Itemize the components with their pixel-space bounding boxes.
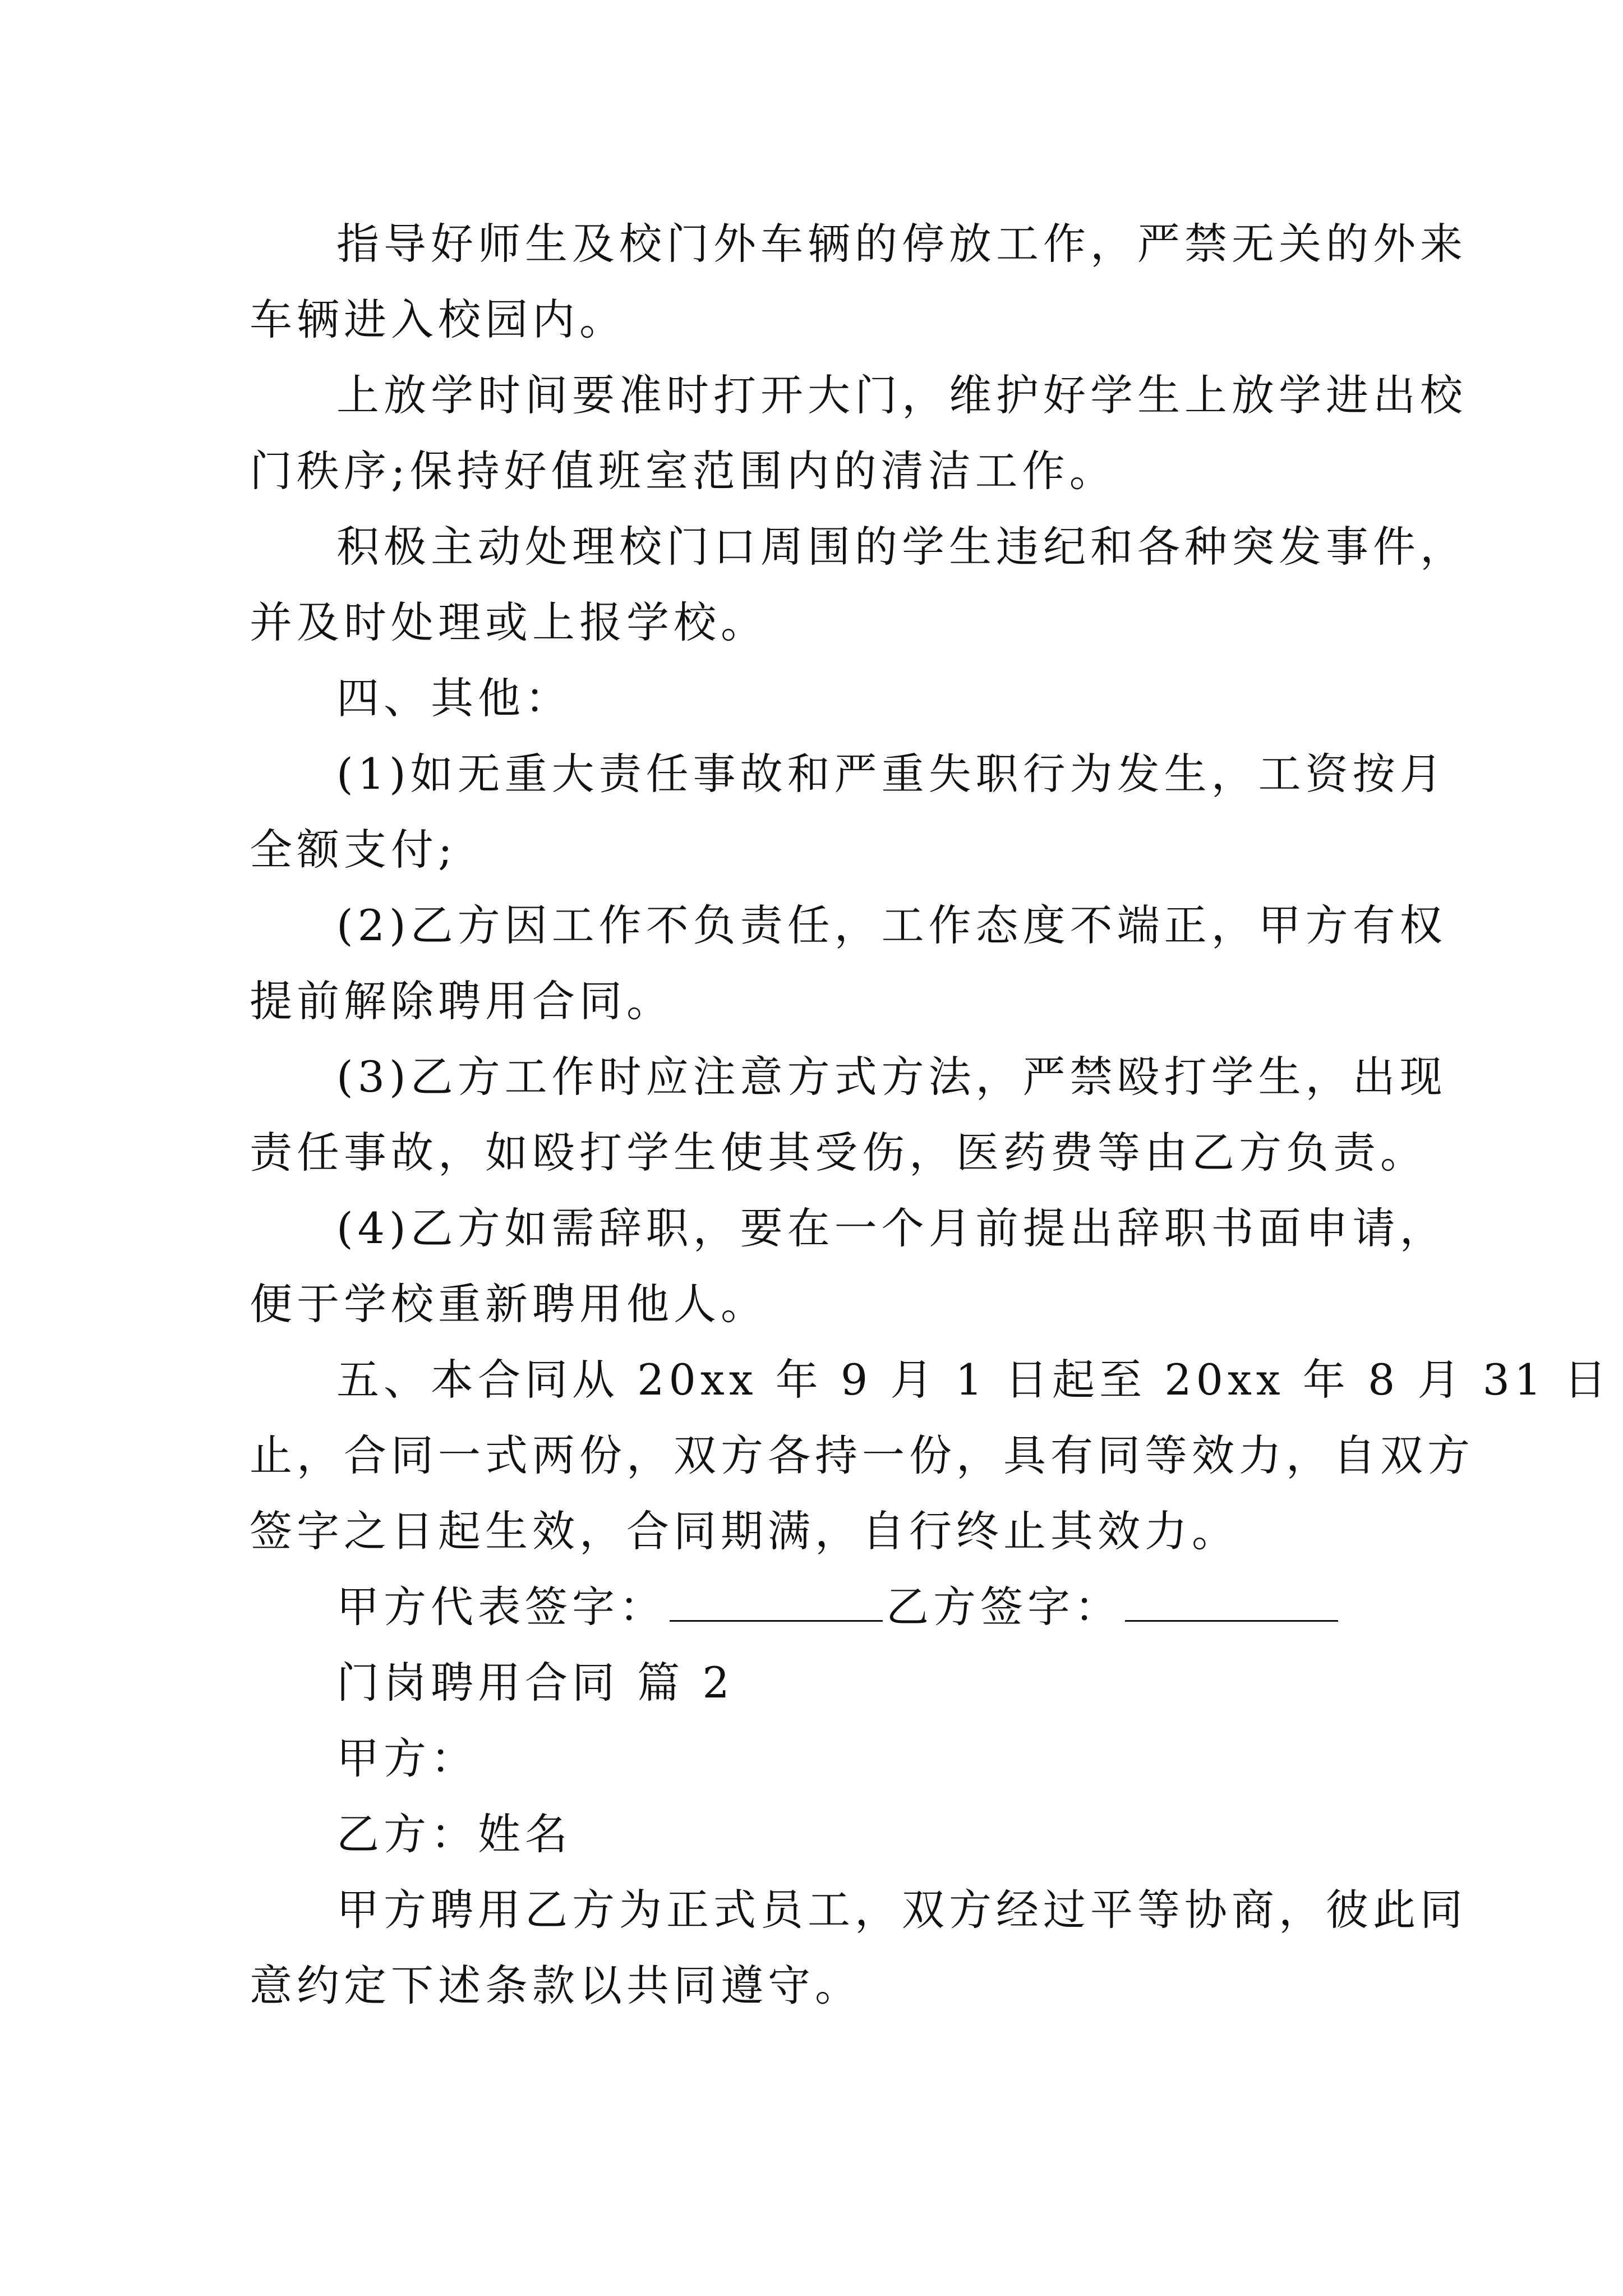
paragraph-line: 止，合同一式两份，双方各持一份，具有同等效力，自双方 xyxy=(250,1430,1474,1480)
clause-line: 责任事故，如殴打学生使其受伤，医药费等由乙方负责。 xyxy=(250,1128,1427,1177)
paragraph-line: 并及时处理或上报学校。 xyxy=(250,597,768,647)
party-a-signature-blank xyxy=(670,1581,883,1622)
paragraph-line: 门秩序;保持好值班室范围内的清洁工作。 xyxy=(250,446,1117,496)
paragraph-line: 签字之日起生效，合同期满，自行终止其效力。 xyxy=(250,1506,1239,1556)
party-b-signature-label: 乙方签字： xyxy=(886,1582,1122,1632)
clause-line: (3)乙方工作时应注意方式方法，严禁殴打学生，出现 xyxy=(336,1052,1447,1102)
party-a-line: 甲方： xyxy=(336,1733,478,1783)
clause-line: 便于学校重新聘用他人。 xyxy=(250,1279,768,1329)
clause-line: 提前解除聘用合同。 xyxy=(250,976,674,1026)
clause-line: (1)如无重大责任事故和严重失职行为发生，工资按月 xyxy=(336,749,1447,799)
paragraph-line: 指导好师生及校门外车辆的停放工作，严禁无关的外来 xyxy=(336,219,1467,269)
paragraph-line: 甲方聘用乙方为正式员工，双方经过平等协商，彼此同 xyxy=(336,1885,1467,1935)
section2-heading: 门岗聘用合同 篇 2 xyxy=(336,1658,734,1708)
section-heading: 四、其他： xyxy=(336,673,572,723)
party-b-line: 乙方：姓名 xyxy=(336,1809,572,1859)
signature-line xyxy=(336,1579,1475,1635)
paragraph-line: 上放学时间要准时打开大门，维护好学生上放学进出校 xyxy=(336,370,1467,420)
clause-line: (4)乙方如需辞职，要在一个月前提出辞职书面申请， xyxy=(336,1203,1447,1253)
clause-line: (2)乙方因工作不负责任，工作态度不端正，甲方有权 xyxy=(336,900,1447,950)
paragraph-line: 五、本合同从 20xx 年 9 月 1 日起至 20xx 年 8 月 31 日 xyxy=(336,1355,1611,1405)
clause-line: 全额支付; xyxy=(250,825,457,875)
party-b-signature-blank xyxy=(1125,1581,1338,1622)
paragraph-line: 积极主动处理校门口周围的学生违纪和各种突发事件， xyxy=(336,522,1467,572)
paragraph-line: 车辆进入校园内。 xyxy=(250,295,626,344)
paragraph-line: 意约定下述条款以共同遵守。 xyxy=(250,1961,862,2010)
party-a-signature-label: 甲方代表签字： xyxy=(336,1582,666,1632)
